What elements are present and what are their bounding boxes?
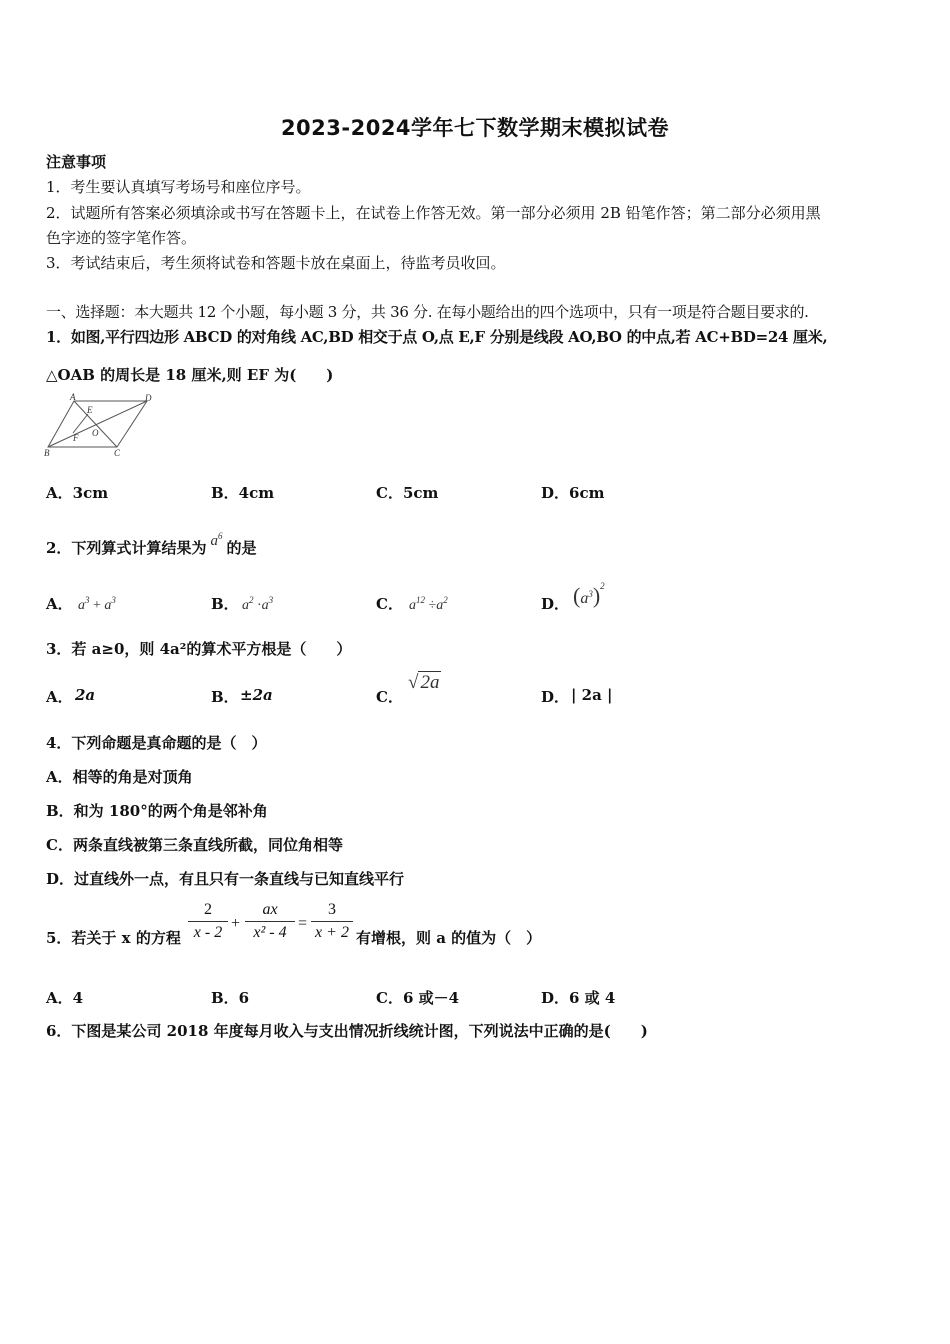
figure-label-o: O: [92, 428, 99, 438]
question-6-text: 6．下图是某公司 2018 年度每月收入与支出情况折线统计图，下列说法中正确的是( ): [46, 1022, 648, 1040]
q3-option-b-label: B．: [211, 688, 239, 706]
q1-option-d: D．6cm: [541, 484, 605, 502]
question-1-text: 1．如图,平行四边形 ABCD 的对角线 AC,BD 相交于点 O,点 E,F 分别是线段 AO,BO 的中点,若 AC+BD=24 厘米,: [46, 328, 828, 346]
q3-option-d-label: D．: [541, 688, 570, 706]
notice-item-1: 1．考生要认真填写考场号和座位序号。: [46, 178, 311, 196]
q5-equals: =: [298, 915, 308, 932]
q5-fraction-1: 2 x - 2: [188, 901, 228, 942]
q2-option-a-label: A．: [46, 595, 73, 613]
q2-exp: 6: [217, 531, 223, 541]
q5-option-d: D．6 或 4: [541, 989, 616, 1007]
notice-heading: 注意事项: [46, 153, 107, 171]
figure-label-c: C: [114, 448, 121, 458]
figure-label-f: F: [73, 433, 79, 443]
page-title: 2023-2024学年七下数学期末模拟试卷: [280, 116, 670, 140]
q5-option-a: A．4: [46, 989, 84, 1007]
q2-option-c-label: C．: [376, 595, 403, 613]
q5-fraction-2: ax x² - 4: [245, 901, 295, 942]
q2-base: a: [210, 533, 218, 549]
q5-option-b: B．6: [211, 989, 250, 1007]
q1-option-c: C．5cm: [376, 484, 439, 502]
section-heading: 一、选择题：本大题共 12 个小题，每小题 3 分，共 36 分. 在每小题给出的四个选项中，只有一项是符合题目要求的.: [46, 303, 809, 321]
q2-option-c-expr: $a^{12} \div a^2$: [409, 595, 448, 613]
q5-option-c: C．6 或－4: [376, 989, 460, 1007]
notice-item-2: 2．试题所有答案必须填涂或书写在答题卡上，在试卷上作答无效。第一部分必须用 2B 铅笔作答；第二部分必须用黑: [46, 204, 821, 222]
q1-option-b: B．4cm: [211, 484, 275, 502]
q2-option-a-expr: $a^3 + a^3$: [78, 595, 116, 613]
parallelogram-figure: [44, 392, 156, 458]
question-5-prefix: 5．若关于 x 的方程: [46, 929, 181, 947]
q3-option-a: 2a: [75, 686, 96, 704]
q2-option-d-expr: $(a^3)^2$: [573, 581, 605, 608]
q2-option-b-expr: $a^2 \cdot a^3$: [242, 595, 274, 613]
q3-option-c-expr: √ 2a: [408, 672, 440, 693]
question-2-text: [46, 531, 257, 559]
notice-item-2-cont: 色字迹的签字笔作答。: [46, 229, 197, 247]
q3-option-d: | 2a |: [571, 686, 613, 704]
figure-label-a: A: [70, 392, 76, 402]
figure-label-d: D: [145, 393, 152, 403]
q3-option-c-label: C．: [376, 688, 403, 706]
q5-plus: +: [231, 915, 241, 932]
question-2-prefix: 2．下列算式计算结果为: [46, 539, 207, 557]
figure-label-b: B: [44, 448, 50, 458]
q3-option-a-label: A．: [46, 688, 73, 706]
radical-symbol: √: [408, 672, 419, 693]
question-2-suffix: 的是: [226, 539, 257, 557]
q3-option-b: ±2a: [240, 686, 273, 704]
q5-fraction-3: 3 x + 2: [311, 901, 353, 942]
notice-item-3: 3．考试结束后，考生须将试卷和答题卡放在桌面上，待监考员收回。: [46, 254, 506, 272]
q4-option-b: B．和为 180°的两个角是邻补角: [46, 802, 268, 820]
q2-option-d-label: D．: [541, 595, 570, 613]
q4-option-a: A．相等的角是对顶角: [46, 768, 193, 786]
question-5-suffix: 有增根，则 a 的值为（ ）: [356, 929, 542, 947]
q4-option-d: D．过直线外一点，有且只有一条直线与已知直线平行: [46, 870, 405, 888]
question-4-text: 4．下列命题是真命题的是（ ）: [46, 734, 267, 752]
q4-option-c: C．两条直线被第三条直线所截，同位角相等: [46, 836, 343, 854]
question-1-text-cont: △OAB 的周长是 18 厘米,则 EF 为( ): [46, 366, 334, 384]
q2-option-b-label: B．: [211, 595, 239, 613]
figure-label-e: E: [87, 405, 93, 415]
question-3-text: 3．若 a≥0，则 4a²的算术平方根是（ ）: [46, 640, 352, 658]
q1-option-a: A．3cm: [46, 484, 109, 502]
